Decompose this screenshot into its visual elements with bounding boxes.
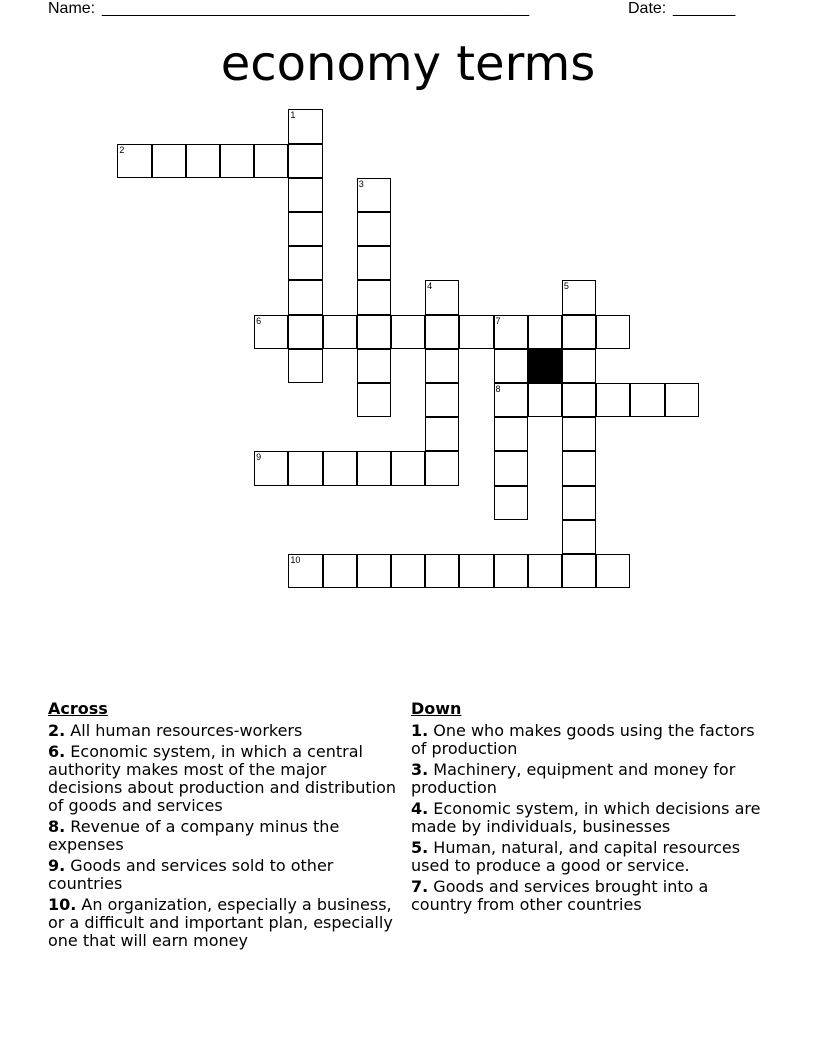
grid-cell[interactable] <box>288 280 322 314</box>
clue-text: One who makes goods using the factors of production <box>411 721 755 758</box>
clue-text: Economic system, in which decisions are made by individuals, businesses <box>411 799 761 836</box>
grid-cell[interactable] <box>528 554 562 588</box>
name-label: Name: <box>48 0 96 17</box>
grid-cell[interactable] <box>323 315 357 349</box>
grid-cell[interactable] <box>562 486 596 520</box>
puzzle-title: economy terms <box>220 36 596 92</box>
grid-cell[interactable] <box>288 246 322 280</box>
grid-cell[interactable] <box>425 349 459 383</box>
clue-number: 8 <box>495 383 501 394</box>
grid-cell[interactable] <box>288 212 322 246</box>
grid-cell[interactable] <box>562 383 596 417</box>
clue-text: Revenue of a company minus the expenses <box>48 817 340 854</box>
grid-cell[interactable] <box>288 349 322 383</box>
grid-cell[interactable] <box>562 520 596 554</box>
down-clue <box>411 878 761 914</box>
grid-cell[interactable] <box>494 315 528 349</box>
grid-cell[interactable] <box>494 383 528 417</box>
grid-cell[interactable] <box>323 451 357 485</box>
grid-cell[interactable] <box>357 280 391 314</box>
grid-cell[interactable] <box>494 554 528 588</box>
clue-number: 1. <box>411 721 429 740</box>
grid-cell[interactable] <box>562 417 596 451</box>
grid-cell[interactable] <box>288 178 322 212</box>
clue-number: 5 <box>563 281 569 292</box>
grid-cell[interactable] <box>186 144 220 178</box>
grid-cell[interactable] <box>494 486 528 520</box>
grid-cell[interactable] <box>288 144 322 178</box>
grid-cell[interactable] <box>459 554 493 588</box>
grid-cell[interactable] <box>220 144 254 178</box>
date-blank-line[interactable]: _______ <box>673 0 736 17</box>
grid-cell[interactable] <box>425 417 459 451</box>
name-blank-line[interactable]: ________________________________________________ <box>102 0 530 17</box>
clue-number: 7. <box>411 877 429 896</box>
clue-number: 4 <box>427 281 433 292</box>
clue-number: 2. <box>48 721 66 740</box>
grid-cell[interactable] <box>528 383 562 417</box>
grid-cell[interactable] <box>288 451 322 485</box>
grid-cell[interactable] <box>596 383 630 417</box>
clue-number: 4. <box>411 799 429 818</box>
down-clues <box>411 700 761 917</box>
grid-cell[interactable] <box>254 315 288 349</box>
grid-cell[interactable] <box>357 178 391 212</box>
grid-cell[interactable] <box>288 315 322 349</box>
grid-cell[interactable] <box>357 554 391 588</box>
clue-number: 7 <box>495 315 501 326</box>
grid-cell[interactable] <box>528 315 562 349</box>
across-clues <box>48 700 404 953</box>
down-clue <box>411 761 761 797</box>
grid-cell[interactable] <box>357 212 391 246</box>
grid-cell[interactable] <box>665 383 699 417</box>
grid-cell[interactable] <box>357 349 391 383</box>
clue-number: 6 <box>256 315 262 326</box>
clue-number: 5. <box>411 838 429 857</box>
grid-cell[interactable] <box>254 144 288 178</box>
grid-cell[interactable] <box>562 451 596 485</box>
clue-text: Human, natural, and capital resources used to produce a good or service. <box>411 838 741 875</box>
clue-text: Goods and services sold to other countries <box>48 856 334 893</box>
grid-cell[interactable] <box>117 144 151 178</box>
across-clue <box>48 722 404 740</box>
clue-text: Economic system, in which a central authority makes most of the major decisions about production and distribution of goods and services <box>48 742 396 815</box>
grid-cell[interactable] <box>391 315 425 349</box>
grid-cell[interactable] <box>391 451 425 485</box>
date-label: Date: <box>628 0 667 17</box>
grid-cell[interactable] <box>562 349 596 383</box>
across-clue <box>48 743 404 815</box>
grid-cell[interactable] <box>152 144 186 178</box>
grid-cell[interactable] <box>357 451 391 485</box>
down-clue <box>411 839 761 875</box>
grid-cell[interactable] <box>596 315 630 349</box>
grid-cell[interactable] <box>562 315 596 349</box>
down-clue-list <box>411 722 761 914</box>
clue-number: 2 <box>119 144 125 155</box>
down-clue <box>411 800 761 836</box>
grid-cell[interactable] <box>425 554 459 588</box>
down-heading: Down <box>411 699 462 718</box>
grid-cell[interactable] <box>425 451 459 485</box>
grid-cell[interactable] <box>562 280 596 314</box>
clue-text: All human resources-workers <box>65 721 303 740</box>
clue-number: 9. <box>48 856 66 875</box>
across-clue <box>48 818 404 854</box>
grid-cell[interactable] <box>357 246 391 280</box>
clue-text: An organization, especially a business, or a difficult and important plan, especially one that will earn money <box>48 895 393 950</box>
clue-number: 8. <box>48 817 66 836</box>
across-clue <box>48 896 404 950</box>
grid-cell[interactable] <box>596 554 630 588</box>
down-clue <box>411 722 761 758</box>
grid-cell[interactable] <box>288 554 322 588</box>
grid-cell[interactable] <box>494 451 528 485</box>
grid-cell[interactable] <box>494 417 528 451</box>
grid-cell[interactable] <box>459 315 493 349</box>
grid-cell[interactable] <box>425 315 459 349</box>
across-clue <box>48 857 404 893</box>
clue-number: 1 <box>290 110 296 121</box>
grid-cell[interactable] <box>254 451 288 485</box>
grid-cell[interactable] <box>288 109 322 143</box>
grid-cell[interactable] <box>425 280 459 314</box>
grid-cell[interactable] <box>357 383 391 417</box>
across-heading: Across <box>48 699 108 718</box>
black-cell <box>528 349 562 383</box>
grid-cell[interactable] <box>425 383 459 417</box>
clue-number: 6. <box>48 742 66 761</box>
clue-number: 10. <box>48 895 77 914</box>
grid-cell[interactable] <box>630 383 664 417</box>
grid-cell[interactable] <box>562 554 596 588</box>
clue-number: 9 <box>256 452 262 463</box>
clue-number: 10 <box>290 554 301 565</box>
grid-cell[interactable] <box>357 315 391 349</box>
clue-number: 3. <box>411 760 429 779</box>
clue-text: Goods and services brought into a country from other countries <box>411 877 709 914</box>
grid-cell[interactable] <box>391 554 425 588</box>
clue-text: Machinery, equipment and money for production <box>411 760 736 797</box>
grid-cell[interactable] <box>494 349 528 383</box>
grid-cell[interactable] <box>323 554 357 588</box>
across-clue-list <box>48 722 404 950</box>
clue-number: 3 <box>358 178 364 189</box>
